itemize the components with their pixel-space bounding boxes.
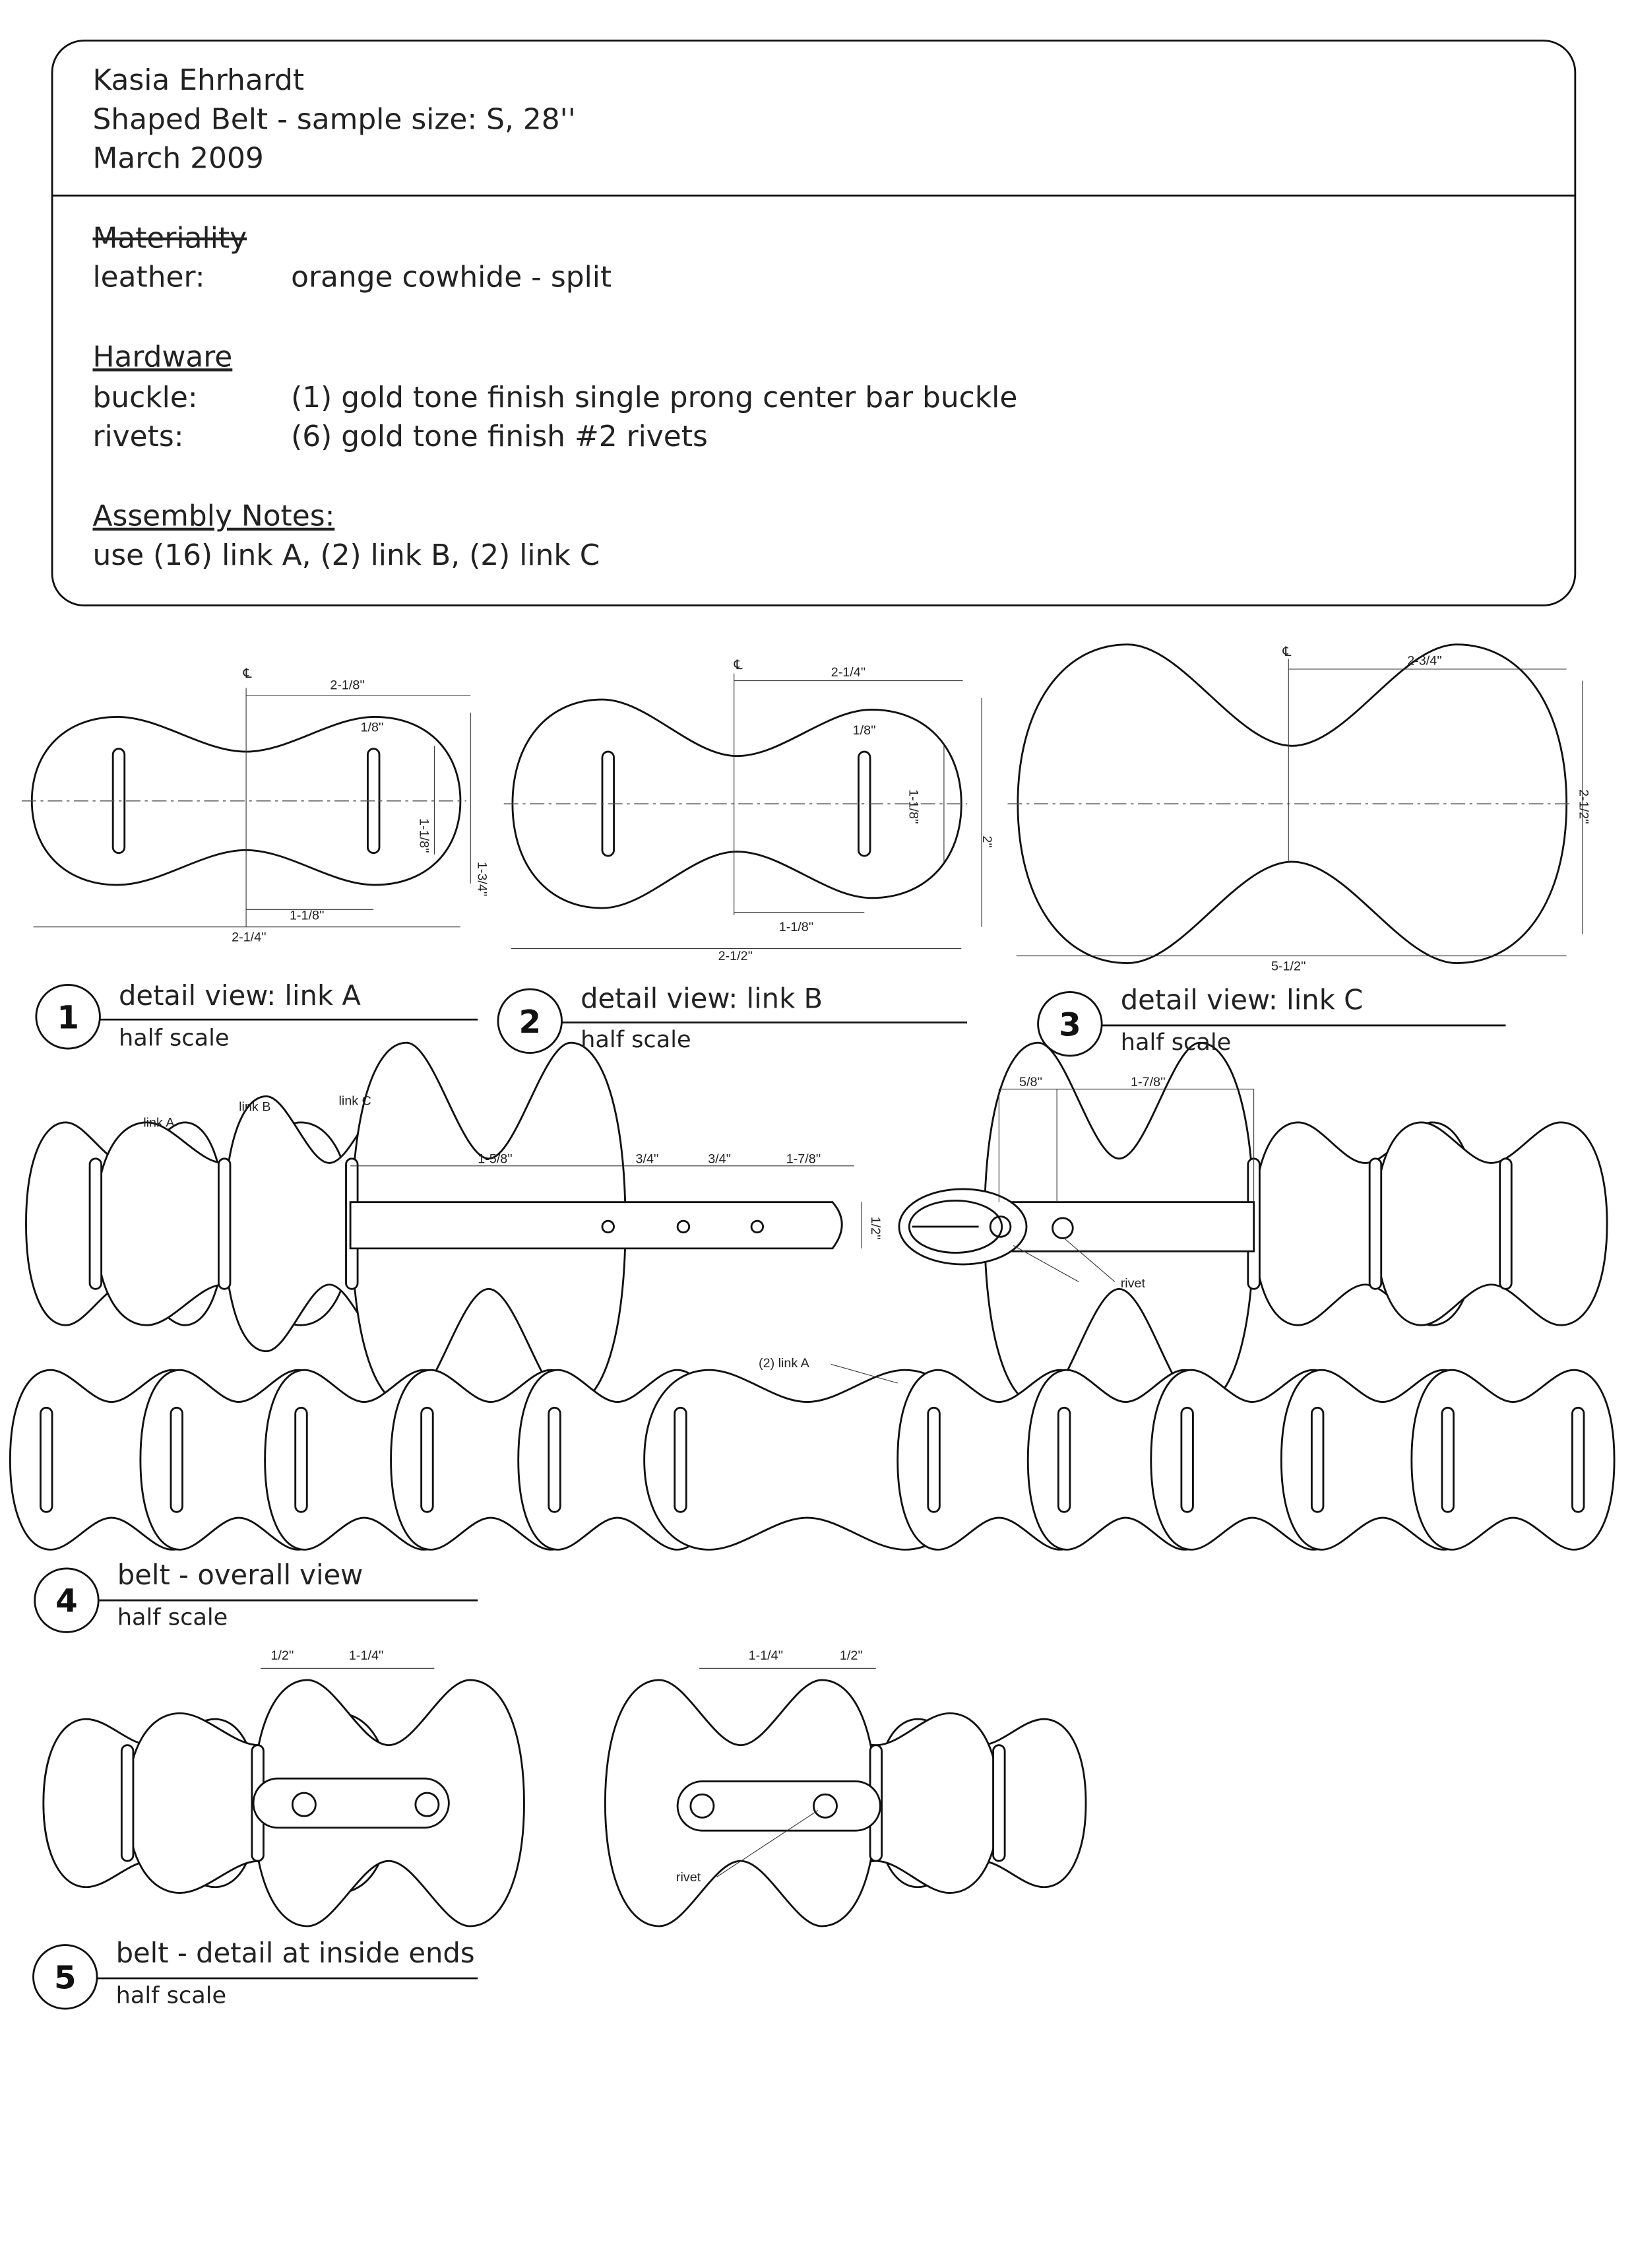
detail-number: 5 (53, 1959, 77, 1997)
slot (1442, 1408, 1454, 1512)
detail-title: belt - detail at inside ends (115, 1936, 475, 1969)
centerline-mark: ℄ (734, 658, 743, 673)
slot (1500, 1159, 1512, 1289)
slot (675, 1408, 687, 1512)
buckle-label: buckle: (92, 380, 198, 414)
detail-scale: half scale (581, 1025, 691, 1053)
drawings (10, 645, 1614, 1926)
detail-scale: half scale (117, 1604, 228, 1631)
centerline-mark: ℄ (243, 666, 252, 682)
slot (1311, 1408, 1323, 1512)
callout-rivet: rivet (1120, 1276, 1146, 1291)
detail-number: 4 (55, 1582, 78, 1620)
date: March 2009 (92, 141, 264, 176)
detail-label-1 (36, 979, 478, 1051)
project-title: Shaped Belt - sample size: S, 28'' (92, 102, 576, 137)
dim-end-l1: 1/2'' (270, 1648, 294, 1664)
detail-title: belt - overall view (117, 1559, 363, 1592)
dim-buckle-b1: 5/8'' (1019, 1075, 1043, 1090)
dim-linkC-height: 2-1/2'' (1576, 789, 1591, 824)
designer-name: Kasia Ehrhardt (92, 63, 305, 98)
rivet-strap (253, 1778, 449, 1828)
dim-linkA-slot: 1/8'' (360, 720, 384, 735)
rivets-label: rivets: (92, 420, 184, 454)
detail-label-3 (1038, 984, 1506, 1056)
dim-linkB-top: 2-1/4'' (831, 664, 866, 680)
callout-link-a: link A (143, 1115, 175, 1130)
slot (422, 1408, 433, 1512)
belt-strap (996, 1202, 1254, 1252)
callout-two-link-a: (2) link A (759, 1355, 809, 1371)
dim-belt-d1: 1-5/8'' (478, 1151, 513, 1167)
slot (1369, 1159, 1381, 1289)
slot (928, 1408, 940, 1512)
leather-label: leather: (92, 260, 205, 294)
callout-rivet-end: rivet (676, 1869, 701, 1885)
slot (1058, 1408, 1070, 1512)
dim-linkA-top: 2-1/8'' (330, 678, 365, 693)
detail-number: 3 (1059, 1006, 1081, 1044)
materiality-heading: Materiality (92, 221, 247, 255)
slot (90, 1159, 102, 1289)
rivets-value: (6) gold tone finish #2 rivets (291, 420, 708, 454)
dim-linkA-overall: 2-1/4'' (232, 930, 267, 945)
detail-number: 1 (57, 999, 79, 1037)
rivet-strap (677, 1782, 880, 1831)
callout-link-c: link C (338, 1093, 371, 1109)
detail-label-5 (33, 1937, 478, 2009)
slot (121, 1745, 133, 1862)
detail-title: detail view: link A (118, 979, 361, 1012)
dim-end-l2: 1-1/4'' (348, 1648, 384, 1664)
detail-label-4 (35, 1559, 478, 1632)
detail-number: 2 (519, 1003, 542, 1041)
slot (1572, 1408, 1584, 1512)
leather-value: orange cowhide - split (291, 260, 612, 294)
assembly-note: use (16) link A, (2) link B, (2) link C (92, 538, 600, 572)
dim-linkB-slot: 1/8'' (852, 723, 876, 738)
buckle-value: (1) gold tone finish single prong center bar buckle (291, 380, 1018, 414)
assembly-heading: Assembly Notes: (92, 499, 335, 533)
dim-belt-d4: 1-7/8'' (786, 1151, 821, 1167)
centerline-mark: ℄ (1282, 645, 1292, 660)
dim-end-r1: 1-1/4'' (748, 1648, 784, 1664)
callout-link-b: link B (239, 1099, 271, 1115)
belt-strap (350, 1202, 842, 1248)
dim-linkB-slot-len: 1-1/8'' (906, 789, 921, 824)
dim-linkB-height: 2'' (980, 835, 995, 848)
dim-linkB-waist: 1-1/8'' (778, 920, 814, 935)
dim-end-r2: 1/2'' (839, 1648, 863, 1664)
slot (549, 1408, 561, 1512)
dim-linkC-top: 2-3/4'' (1407, 653, 1442, 668)
detail-title: detail view: link B (581, 982, 823, 1015)
dim-linkA-height: 1-3/4'' (474, 861, 489, 897)
slot (171, 1408, 183, 1512)
slot (993, 1745, 1005, 1862)
dim-linkA-waist: 1-1/8'' (289, 908, 325, 923)
dim-linkA-slot-len: 1-1/8'' (416, 818, 431, 853)
detail-scale: half scale (115, 1982, 227, 2009)
slot (40, 1408, 52, 1512)
slot (296, 1408, 307, 1512)
hardware-heading: Hardware (92, 340, 233, 374)
dim-buckle-b2: 1-7/8'' (1131, 1075, 1166, 1090)
dim-linkC-overall: 5-1/2'' (1271, 959, 1306, 974)
link-a-shape (1375, 1122, 1607, 1325)
detail-scale: half scale (118, 1024, 230, 1052)
slot (218, 1159, 230, 1289)
slot (1181, 1408, 1193, 1512)
dim-belt-d3: 3/4'' (708, 1151, 732, 1167)
link-b-shape (513, 699, 961, 908)
detail-title: detail view: link C (1120, 983, 1364, 1016)
dim-strap-width: 1/2'' (868, 1216, 883, 1240)
detail-scale: half scale (1120, 1029, 1232, 1056)
dim-linkB-overall: 2-1/2'' (718, 949, 753, 964)
dim-belt-d2: 3/4'' (635, 1151, 659, 1167)
